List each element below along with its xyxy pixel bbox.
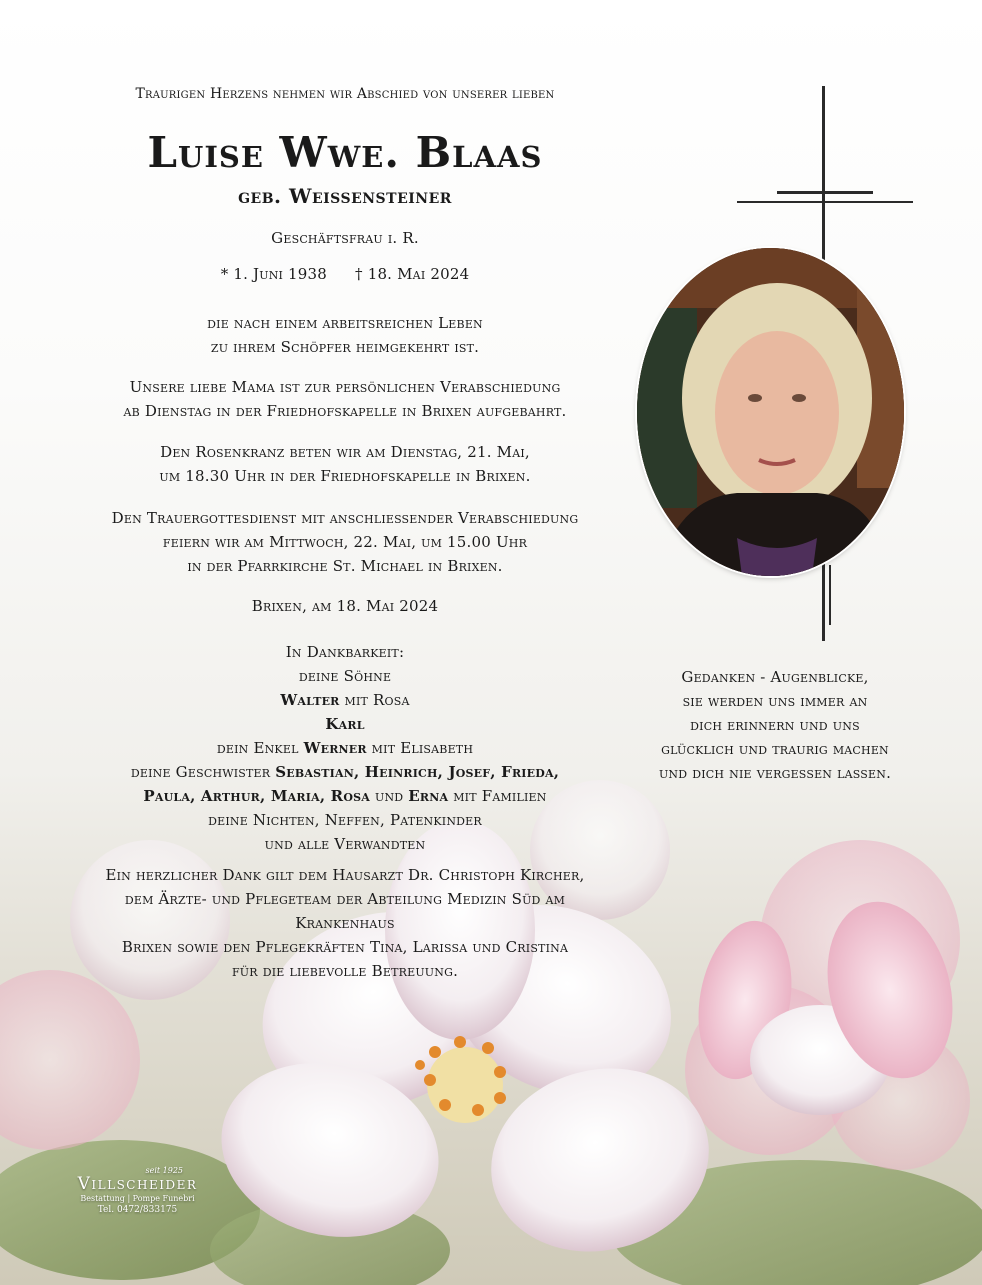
memorial-poem — [650, 665, 900, 785]
conjunction: und — [370, 787, 409, 805]
text-line: dem Ärzte- und Pflegeteam der Abteilung Medizin Süd am Krankenhaus — [124, 890, 566, 932]
logo-since: seit 1925 — [145, 1166, 183, 1175]
son-line-2 — [95, 712, 595, 736]
birth-date: * 1. Juni 1938 — [220, 265, 328, 283]
poem-line: und dich nie vergessen lassen. — [658, 764, 892, 782]
sibling-names: Sebastian, Heinrich, Josef, Frieda, — [275, 763, 560, 781]
life-dates — [95, 262, 595, 286]
poem-line: Gedanken - Augenblicke, — [681, 668, 869, 686]
place-date: Brixen, am 18. Mai 2024 — [251, 597, 439, 615]
maiden-name: geb. Weissensteiner — [238, 184, 452, 208]
poem-line: sie werden uns immer an — [682, 692, 868, 710]
deceased-name: Luise Wwe. Blaas — [147, 128, 543, 177]
text-line: zu ihrem Schöpfer heimgekehrt ist. — [210, 338, 480, 356]
text-line: in der Pfarrkirche St. Michael in Brixen. — [187, 557, 503, 575]
paragraph-viewing — [95, 375, 595, 423]
text-line: Brixen sowie den Pflegekräften Tina, Larissa und Cristina — [121, 938, 569, 956]
mourners-list — [95, 640, 595, 856]
text-line: für die liebevolle Betreuung. — [231, 962, 459, 980]
grandchild-label: dein Enkel — [216, 739, 304, 757]
text-line: Den Rosenkranz beten wir am Dienstag, 21. Mai, — [160, 443, 530, 461]
paragraph-funeral-mass — [95, 506, 595, 578]
thanks-paragraph — [95, 863, 595, 983]
paragraph-rosary — [95, 440, 595, 488]
funeral-home-logo — [70, 1166, 205, 1216]
intro-text: Traurigen Herzens nehmen wir Abschied von unserer lieben — [135, 86, 555, 102]
text-line: um 18.30 Uhr in der Friedhofskapelle in Brixen. — [159, 467, 531, 485]
grandchild-name: Werner — [303, 739, 367, 757]
text-line: ab Dienstag in der Friedhofskapelle in Brixen aufgebahrt. — [123, 402, 567, 420]
son-name: Walter — [280, 691, 340, 709]
sibling-names: Paula, Arthur, Maria, Rosa — [143, 787, 370, 805]
son-name: Karl — [325, 715, 365, 733]
death-date: † 18. Mai 2024 — [355, 265, 470, 283]
relatives-line: und alle Verwandten — [264, 835, 426, 853]
siblings-label: deine Geschwister — [130, 763, 276, 781]
poem-line: dich erinnern und uns — [690, 716, 860, 734]
logo-brand: Villscheider — [77, 1174, 198, 1194]
logo-phone: Tel. 0472/833175 — [97, 1205, 178, 1215]
grandchild-partner: mit Elisabeth — [366, 739, 474, 757]
text-line: Unsere liebe Mama ist zur persönlichen Verabschiedung — [129, 378, 561, 396]
poem-line: glücklich und traurig machen — [661, 740, 889, 758]
grandchild-line — [95, 736, 595, 760]
occupation: Geschäftsfrau i. R. — [271, 229, 419, 247]
sibling-name: Erna — [408, 787, 449, 805]
siblings-suffix: mit Familien — [448, 787, 547, 805]
gratitude-header: In Dankbarkeit: — [285, 643, 405, 661]
relatives-line: deine Nichten, Neffen, Patenkinder — [208, 811, 482, 829]
portrait-photo — [637, 248, 904, 576]
text-line: Den Trauergottesdienst mit anschließender Verabschiedung — [111, 509, 579, 527]
logo-subtitle: Bestattung | Pompe Funebri — [80, 1194, 195, 1203]
text-line: feiern wir am Mittwoch, 22. Mai, um 15.00 Uhr — [162, 533, 528, 551]
siblings-line-2 — [95, 784, 595, 808]
son-line-1 — [95, 688, 595, 712]
paragraph-life — [95, 311, 595, 359]
son-partner: mit Rosa — [339, 691, 410, 709]
sons-label: deine Söhne — [298, 667, 392, 685]
siblings-line-1 — [95, 760, 595, 784]
text-line: Ein herzlicher Dank gilt dem Hausarzt Dr. Christoph Kircher, — [105, 866, 585, 884]
text-line: die nach einem arbeitsreichen Leben — [207, 314, 483, 332]
